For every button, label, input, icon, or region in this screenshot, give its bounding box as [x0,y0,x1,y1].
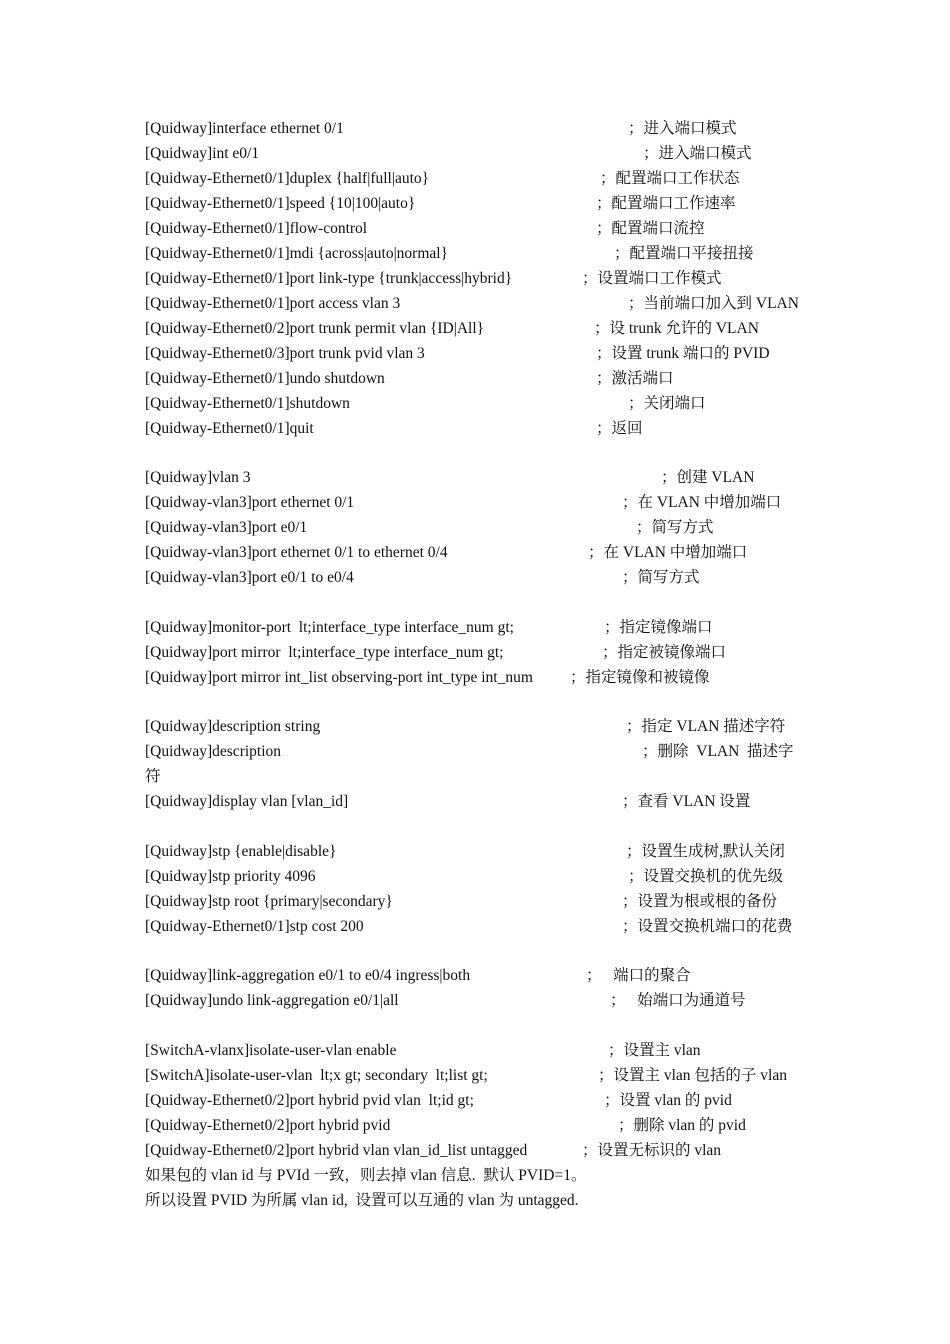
command-comment: ；设置 vlan 的 pvid [604,1092,732,1109]
command-comment: ；设 trunk 允许的 VLAN [594,320,759,337]
command-comment: ；进入端口模式 [643,145,752,162]
command-text: [Quidway-Ethernet0/2]port hybrid pvid [145,1117,391,1134]
command-comment: ；设置生成树,默认关闭 [626,843,785,860]
command-text: [Quidway-Ethernet0/1]undo shutdown [145,370,385,387]
paragraph-text: 所以设置 PVID 为所属 vlan id, 设置可以互通的 vlan 为 untagged. [145,1192,579,1209]
command-text: [Quidway]stp root {primary|secondary} [145,893,393,910]
command-text: [Quidway]interface ethernet 0/1 [145,120,344,137]
command-text: [Quidway-Ethernet0/1]port access vlan 3 [145,295,401,312]
command-text: [Quidway-vlan3]port ethernet 0/1 [145,494,355,511]
command-text: [SwitchA]isolate-user-vlan lt;x gt; secondary lt;list gt; [145,1067,488,1084]
command-text: [Quidway-Ethernet0/1]duplex {half|full|auto} [145,170,430,187]
command-text: [Quidway]int e0/1 [145,145,260,162]
command-comment: ；设置端口工作模式 [582,270,722,287]
command-comment: ；在 VLAN 中增加端口 [622,494,782,511]
command-text: [Quidway-Ethernet0/2]port trunk permit vlan {ID|All} [145,320,485,337]
command-comment: ；删除 VLAN 描述字 [642,743,794,760]
command-comment: ；配置端口流控 [596,220,705,237]
command-comment: ；指定被镜像端口 [602,644,727,661]
command-comment: ；配置端口工作速率 [596,195,736,212]
command-comment: ；设置交换机端口的花费 [622,918,793,935]
command-comment: ；查看 VLAN 设置 [622,793,751,810]
command-text: [Quidway-Ethernet0/1]shutdown [145,395,350,412]
command-text: [Quidway-Ethernet0/1]port link-type {trunk|access|hybrid} [145,270,513,287]
command-text: [Quidway]display vlan [vlan_id] [145,793,349,810]
command-text: [Quidway-Ethernet0/1]flow-control [145,220,368,237]
command-comment: ；设置主 vlan [608,1042,701,1059]
command-text: [Quidway]stp priority 4096 [145,868,316,885]
command-comment: ；简写方式 [636,519,714,536]
command-comment: ；配置端口平接扭接 [614,245,754,262]
command-comment: ；设置交换机的优先级 [628,868,784,885]
paragraph-text: 符 [145,768,161,785]
command-text: [Quidway-vlan3]port e0/1 [145,519,308,536]
command-comment: ；删除 vlan 的 pvid [618,1117,746,1134]
command-text: [Quidway-Ethernet0/2]port hybrid vlan vlan_id_list untagged [145,1142,528,1159]
command-text: [Quidway]port mirror int_list observing-port int_type int_num [145,669,533,686]
command-text: [Quidway]monitor-port lt;interface_type interface_num gt; [145,619,514,636]
command-text: [Quidway-Ethernet0/1]quit [145,420,314,437]
paragraph-text: 如果包的 vlan id 与 PVId 一致，则去掉 vlan 信息. 默认 PVID=1。 [145,1167,587,1184]
command-comment: ；返回 [596,420,643,437]
command-text: [Quidway-vlan3]port e0/1 to e0/4 [145,569,354,586]
command-comment: ；在 VLAN 中增加端口 [588,544,748,561]
command-text: [Quidway]description [145,743,282,760]
command-comment: ；设置主 vlan 包括的子 vlan [598,1067,787,1084]
command-text: [Quidway]undo link-aggregation e0/1|all [145,992,399,1009]
command-comment: ；进入端口模式 [628,120,737,137]
command-comment: ；激活端口 [596,370,674,387]
command-text: [SwitchA-vlanx]isolate-user-vlan enable [145,1042,397,1059]
command-comment: ；关闭端口 [628,395,706,412]
command-comment: ；当前端口加入到 VLAN [628,295,799,312]
command-comment: ；设置 trunk 端口的 PVID [596,345,770,362]
command-text: [Quidway-Ethernet0/3]port trunk pvid vlan 3 [145,345,425,362]
command-comment: ；设置无标识的 vlan [582,1142,722,1159]
command-text: [Quidway-Ethernet0/1]speed {10|100|auto} [145,195,416,212]
command-text: [Quidway-Ethernet0/2]port hybrid pvid vlan lt;id gt; [145,1092,474,1109]
command-text: [Quidway]description string [145,718,321,735]
command-text: [Quidway]stp {enable|disable} [145,843,337,860]
command-text: [Quidway]port mirror lt;interface_type interface_num gt; [145,644,504,661]
command-comment: ；创建 VLAN [661,469,755,486]
command-text: [Quidway-vlan3]port ethernet 0/1 to ethernet 0/4 [145,544,448,561]
command-text: [Quidway-Ethernet0/1]stp cost 200 [145,918,364,935]
command-comment: ； 始端口为通道号 [610,992,746,1009]
command-text: [Quidway]link-aggregation e0/1 to e0/4 ingress|both [145,967,471,984]
command-comment: ； 端口的聚合 [586,967,691,984]
command-text: [Quidway-Ethernet0/1]mdi {across|auto|normal} [145,245,449,262]
command-comment: ；配置端口工作状态 [600,170,740,187]
command-comment: ；指定镜像和被镜像 [570,669,710,686]
command-comment: ；设置为根或根的备份 [622,893,778,910]
command-comment: ；指定 VLAN 描述字符 [626,718,786,735]
command-comment: ；指定镜像端口 [604,619,713,636]
command-text: [Quidway]vlan 3 [145,469,251,486]
command-comment: ；简写方式 [622,569,700,586]
